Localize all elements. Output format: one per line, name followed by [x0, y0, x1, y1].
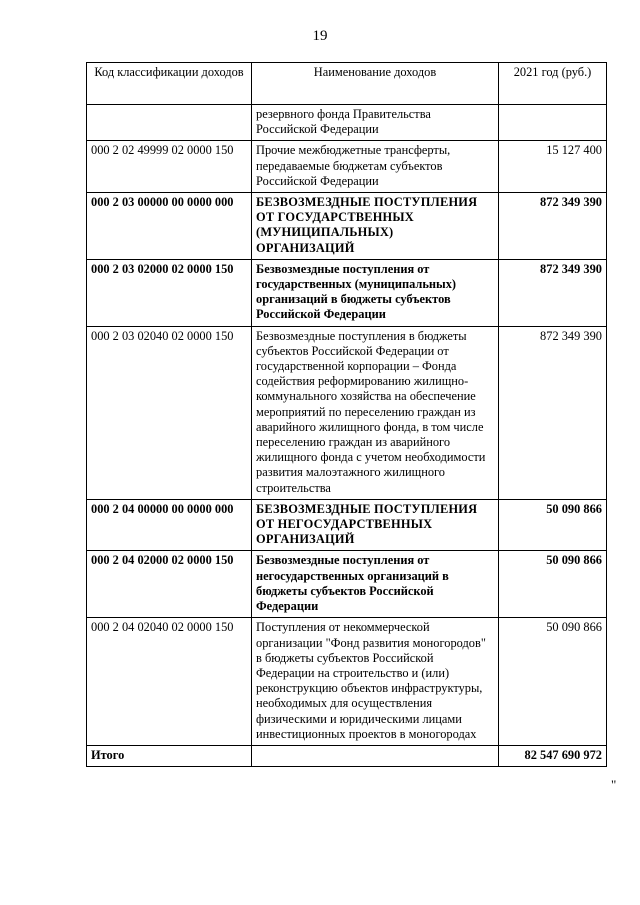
row-name: резервного фонда Правительства Российской Федерации	[252, 105, 499, 141]
table-row	[87, 499, 607, 551]
closing-quote: "	[611, 777, 617, 792]
header-amount: 2021 год (руб.)	[499, 63, 607, 105]
row-name: Безвозмездные поступления от негосударственных организаций в бюджеты субъектов Российской Федерации	[252, 551, 499, 618]
page-number: 19	[312, 28, 328, 44]
row-code: 000 2 02 49999 02 0000 150	[87, 141, 252, 193]
total-name	[252, 745, 499, 766]
row-amount: 872 349 390	[499, 326, 607, 499]
row-code: 000 2 03 02000 02 0000 150	[87, 259, 252, 326]
row-name: Прочие межбюджетные трансферты, передаваемые бюджетам субъектов Российской Федерации	[252, 141, 499, 193]
row-code: 000 2 04 02040 02 0000 150	[87, 618, 252, 746]
row-code	[87, 105, 252, 141]
row-code: 000 2 04 00000 00 0000 000	[87, 499, 252, 551]
row-name: Безвозмездные поступления в бюджеты субъектов Российской Федерации от государственной корпорации – Фонда содействия реформированию жилищно-коммунального хозяйства на обеспечение мероприятий по переселению граждан из аварийного жилищного фонда, в том числе переселению граждан из аварийного жилищного фонда с учетом необходимости развития малоэтажного жилищного строительства	[252, 326, 499, 499]
table-header-row	[87, 63, 607, 105]
total-label: Итого	[87, 745, 252, 766]
row-amount: 50 090 866	[499, 551, 607, 618]
row-amount: 15 127 400	[499, 141, 607, 193]
row-code: 000 2 03 02040 02 0000 150	[87, 326, 252, 499]
header-code: Код классификации доходов	[87, 63, 252, 105]
table-row	[87, 193, 607, 260]
row-code: 000 2 03 00000 00 0000 000	[87, 193, 252, 260]
row-amount: 872 349 390	[499, 259, 607, 326]
row-code: 000 2 04 02000 02 0000 150	[87, 551, 252, 618]
row-amount	[499, 105, 607, 141]
total-row	[87, 745, 607, 766]
revenue-table	[86, 62, 607, 767]
row-amount: 50 090 866	[499, 499, 607, 551]
header-name: Наименование доходов	[252, 63, 499, 105]
row-name: Безвозмездные поступления от государственных (муниципальных) организаций в бюджеты субъектов Российской Федерации	[252, 259, 499, 326]
table-row	[87, 259, 607, 326]
table-row	[87, 326, 607, 499]
table-row	[87, 141, 607, 193]
row-amount: 50 090 866	[499, 618, 607, 746]
row-name: Поступления от некоммерческой организации "Фонд развития моногородов" в бюджеты субъектов Российской Федерации на строительство и (или) реконструкцию объектов инфраструктуры, необходимых для осуществления физическими и юридическими лицами инвестиционных проектов в моногородах	[252, 618, 499, 746]
table-row	[87, 105, 607, 141]
row-name: БЕЗВОЗМЕЗДНЫЕ ПОСТУПЛЕНИЯ ОТ ГОСУДАРСТВЕННЫХ (МУНИЦИПАЛЬНЫХ) ОРГАНИЗАЦИЙ	[252, 193, 499, 260]
table-row	[87, 551, 607, 618]
table-body	[87, 105, 607, 767]
row-name: БЕЗВОЗМЕЗДНЫЕ ПОСТУПЛЕНИЯ ОТ НЕГОСУДАРСТВЕННЫХ ОРГАНИЗАЦИЙ	[252, 499, 499, 551]
row-amount: 872 349 390	[499, 193, 607, 260]
table-row	[87, 618, 607, 746]
total-amount: 82 547 690 972	[499, 745, 607, 766]
